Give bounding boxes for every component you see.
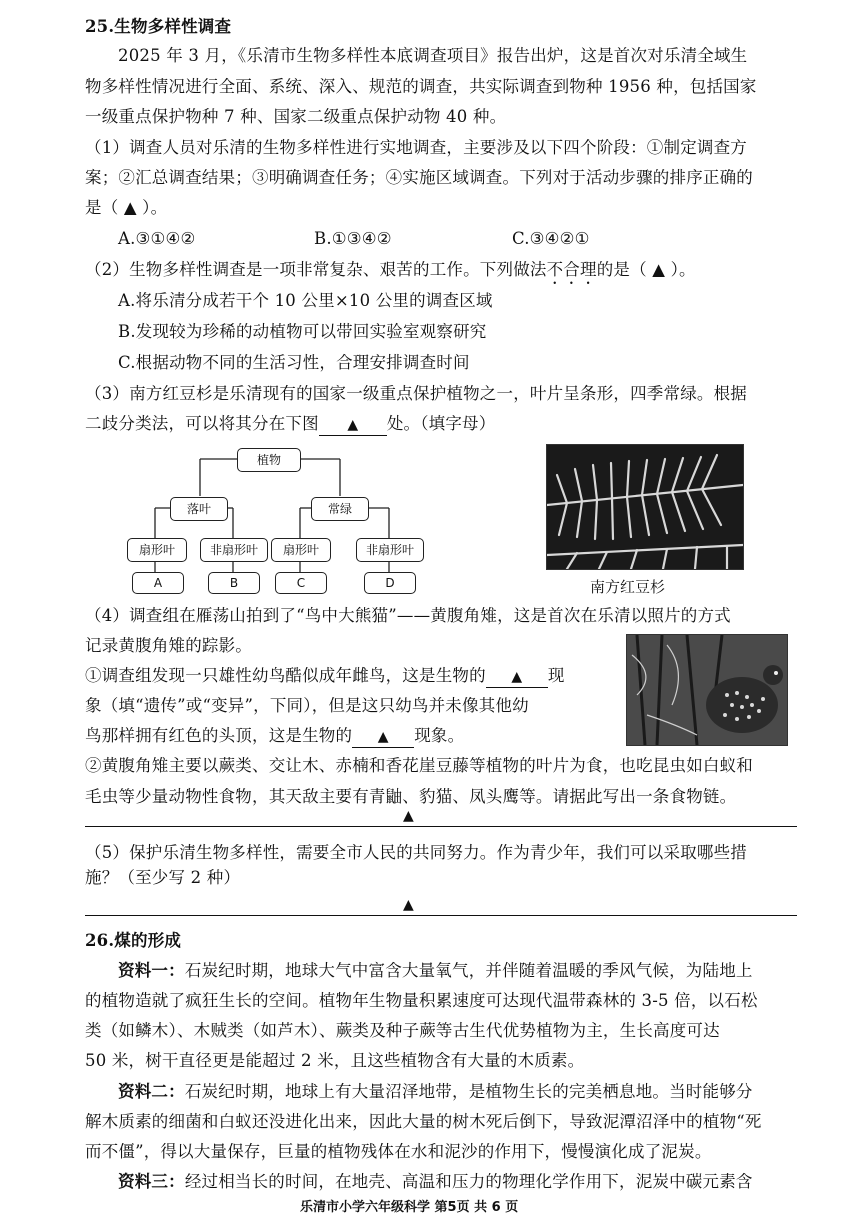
q26-material-2-line-3: 而不僵”，得以大量保存，巨量的植物残体在水和泥沙的作用下，慢慢演化成了泥炭。 [85,1142,712,1161]
q25-1-line-1: （1）调查人员对乐清的生物多样性进行实地调查，主要涉及以下四个阶段：①制定调查方 [85,138,747,157]
question-26-title: 26.煤的形成 [85,931,182,950]
key-node-non-fan-leaf-2: 非扇形叶 [356,538,424,562]
key-node-evergreen: 常绿 [311,497,369,521]
q26-material-1-label: 资料一： [118,961,185,980]
q25-4-1-line-2: 象（填“遗传”或“变异”，下同），但是这只幼鸟并未像其他幼 [85,696,529,715]
key-node-deciduous: 落叶 [170,497,228,521]
q25-1-option-c: C.③④②① [512,229,590,248]
question-25-title: 25.生物多样性调查 [85,17,232,36]
key-node-root: 植物 [237,448,301,472]
q25-intro-line-1: 2025 年 3 月，《乐清市生物多样性本底调查项目》报告出炉，这是首次对乐清全域生 [118,46,748,65]
q25-2-option-a: A.将乐清分成若干个 10 公里×10 公里的调查区域 [118,291,493,310]
pheasant-photo [626,634,788,746]
q25-4-line-2: 记录黄腹角雉的踪影。 [85,636,252,655]
key-node-fan-leaf-1: 扇形叶 [127,538,187,562]
q25-4-1-blank-2[interactable]: ▲ [352,727,414,748]
q26-material-3-line-1 [118,1170,753,1194]
q25-1-option-b: B.①③④② [314,229,392,248]
q25-4-1-line-1-post: 现 [547,666,565,685]
q26-material-2-label: 资料二： [118,1082,185,1101]
q25-4-1-line-3-pre: 鸟那样拥有红色的头顶，这是生物的 [85,726,353,745]
q25-2-stem-emphasis: 不合理 [546,260,597,279]
q25-4-1-blank-1[interactable]: ▲ [486,667,548,688]
q25-3-line-2-pre: 二歧分类法，可以将其分在下图 [85,414,319,433]
q25-2-stem-pre: （2）生物多样性调查是一项非常复杂、艰苦的工作。下列做法 [85,260,547,279]
yew-photo-caption: 南方红豆杉 [590,578,666,596]
q25-2-option-c: C.根据动物不同的生活习性，合理安排调查时间 [118,353,470,372]
key-node-fan-leaf-2: 扇形叶 [271,538,331,562]
q26-material-1-text-1: 石炭纪时期，地球大气中富含大量氧气，并伴随着温暖的季风气候，为陆地上 [184,961,753,980]
pheasant-image [627,635,787,745]
q26-material-3-text-1: 经过相当长的时间，在地壳、高温和压力的物理化学作用下，泥炭中碳元素含 [184,1172,753,1191]
q25-5-line-1: （5）保护乐清生物多样性，需要全市人民的共同努力。作为青少年，我们可以采取哪些措 [85,843,747,862]
key-leaf-d: D [364,572,416,594]
q26-material-1-line-3: 类（如鳞木）、木贼类（如芦木）、蕨类及种子蕨等古生代优势植物为主，生长高度可达 [85,1021,720,1040]
q25-3-line-2 [85,412,495,436]
q25-4-1-line-3 [85,724,464,748]
q25-5-line-2: 施？（至少写 2 种） [85,868,241,887]
q25-4-2-line-1: ②黄腹角雉主要以蕨类、交让木、赤楠和香花崖豆藤等植物的叶片为食，也吃昆虫如白蚁和 [85,756,753,775]
q26-material-2-line-1 [118,1080,753,1104]
q25-4-2-answer-mark: ▲ [403,808,414,824]
key-leaf-a: A [132,572,184,594]
q25-3-line-2-post: 处。（填字母） [386,414,496,433]
q25-3-answer-blank[interactable]: ▲ [319,415,387,436]
q26-material-1-line-2: 的植物造就了疯狂生长的空间。植物年生物量积累速度可达现代温带森林的 3-5 倍，以石松 [85,991,758,1010]
q25-1-option-a: A.③①④② [118,229,196,248]
q26-material-1-line-4: 50 米，树干直径更是能超过 2 米，且这些植物含有大量的木质素。 [85,1051,585,1070]
q25-4-1-line-1-pre: ①调查组发现一只雄性幼鸟酷似成年雌鸟，这是生物的 [85,666,486,685]
q25-4-2-answer-line[interactable] [85,826,797,827]
q25-4-1-line-1 [85,664,565,688]
q25-5-answer-mark: ▲ [403,897,414,913]
yew-photo [546,444,744,570]
q25-4-2-line-2: 毛虫等少量动物性食物，其天敌主要有青鼬、豹猫、凤头鹰等。请据此写出一条食物链。 [85,787,737,806]
key-leaf-c: C [275,572,327,594]
q25-4-line-1: （4）调查组在雁荡山拍到了“鸟中大熊猫”——黄腹角雉，这是首次在乐清以照片的方式 [85,606,731,625]
q25-3-line-1: （3）南方红豆杉是乐清现有的国家一级重点保护植物之一，叶片呈条形，四季常绿。根据 [85,384,747,403]
q25-1-line-2: 案；②汇总调查结果；③明确调查任务；④实施区域调查。下列对于活动步骤的排序正确的 [85,168,753,187]
key-node-non-fan-leaf-1: 非扇形叶 [200,538,268,562]
q25-1-line-3: 是（ ▲ ）。 [85,198,168,217]
page-footer: 乐清市小学六年级科学 第5页 共 6 页 [300,1200,519,1215]
q25-intro-line-2: 物多样性情况进行全面、系统、深入、规范的调查，共实际调查到物种 1956 种，包括国家 [85,77,757,96]
q26-material-2-line-2: 解木质素的细菌和白蚁还没进化出来，因此大量的树木死后倒下，导致泥潭沼泽中的植物“死 [85,1112,762,1131]
q25-4-1-line-3-post: 现象。 [414,726,465,745]
key-leaf-b: B [208,572,260,594]
q25-intro-line-3: 一级重点保护物种 7 种、国家二级重点保护动物 40 种。 [85,107,507,126]
q26-material-2-text-1: 石炭纪时期，地球上有大量沼泽地带，是植物生长的完美栖息地。当时能够分 [184,1082,753,1101]
q25-2-stem-post: 的是（ ▲ ）。 [596,260,696,279]
q25-2-stem [85,258,696,288]
q26-material-1-line-1 [118,959,753,983]
q25-2-option-b: B.发现较为珍稀的动植物可以带回实验室观察研究 [118,322,487,341]
yew-foliage-image [547,445,743,569]
q25-5-answer-line[interactable] [85,915,797,916]
q26-material-3-label: 资料三： [118,1172,185,1191]
